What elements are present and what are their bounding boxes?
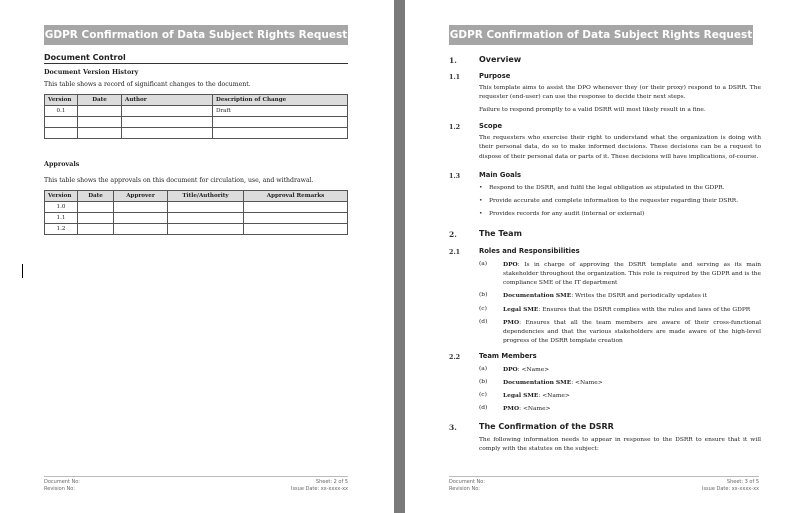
footer-doc-no: Document No: <box>44 479 80 485</box>
text-cursor <box>22 264 23 278</box>
document-control-heading: Document Control <box>44 53 126 62</box>
table-cell[interactable] <box>78 117 122 128</box>
table-cell[interactable] <box>168 224 244 235</box>
approvals-table <box>44 190 348 235</box>
version-history-intro: This table shows a record of significant changes to the document. <box>44 81 251 88</box>
section-heading-team: The Team <box>479 229 522 238</box>
bullet-icon: • <box>479 185 483 191</box>
section-number: 3. <box>449 423 457 432</box>
page-banner: GDPR Confirmation of Data Subject Rights Request <box>44 25 348 45</box>
table-cell[interactable] <box>213 128 348 139</box>
bullet-icon: • <box>479 198 483 204</box>
page-banner: GDPR Confirmation of Data Subject Rights Request <box>449 25 753 45</box>
footer-rev-no: Revision No: <box>449 486 480 492</box>
scope-paragraph: The requesters who exercise their right to understand what the organization is doing with their personal data, do so to make informed decisions. These decisions can be a request to dispose of their personal data or parts of it. These decisions will have implications, of-course. <box>479 135 761 160</box>
table-row <box>45 106 348 117</box>
table-cell[interactable] <box>114 202 168 213</box>
subsection-number: 1.1 <box>449 73 461 81</box>
page-3: GDPR Confirmation of Data Subject Rights Request 1. Overview 1.1 Purpose This template aims to assist the DPO whenever they (or their proxy) respond to a DSRR. The requester (end-user) can use the response to decide their next steps. Failure to respond promptly to a valid DSRR will most likely result in a fine. 1.2 Scope The requesters who exercise their right to understand what the organization is doing with their personal data, do so to make informed decisions. These decisions can be a request to dispose of their personal data or parts of it. These decisions will have implications, of-course. 1.3 Main Goals • Respond to the DSRR, and fulfil the legal obligation as stipulated in the GDPR. • Provide accurate and complete information to the requester regarding their DSRR. • Provides records for any audit (internal or external) 2. The Team 2.1 Roles and Responsibilities (a) DPO: Is in charge of approving the DSRR template and serving as its main stakeholder throughout the organization. This role is required by the GDPR and is the compliance SME of the IT department (b) Documentation SME: Writes the DSRR and periodically updates it (c) Legal SME: Ensures that the DSRR complies with the rules and laws of the GDPR (d) PMO: Ensures that all the team members are aware of their cross-functional dependencies and that the various stakeholders are made aware of the high-level progress of the DSRR template creation 2.2 Team Members (a) DPO: <Name> (b) Documentation SME: <Name> (c) Legal SME: <Name> (d) PMO: <Name> 3. The Confirmation of the DSRR The following information needs to appear in response to the DSRR to ensure that it will comply with the statutes on the subject: Document No: Revision No: Sheet: 3 of 5 Issue Date: xx-xxxx-xx <box>405 0 800 513</box>
table-cell[interactable] <box>122 106 213 117</box>
column-header: Description of Change <box>213 95 348 106</box>
table-cell[interactable] <box>168 213 244 224</box>
table-cell[interactable] <box>78 224 114 235</box>
column-header: Date <box>78 95 122 106</box>
approvals-heading: Approvals <box>44 160 80 168</box>
list-item: • Provide accurate and complete information to the requester regarding their DSRR. <box>479 198 739 204</box>
footer-issue-date: Issue Date: xx-xxxx-xx <box>701 486 759 492</box>
table-cell[interactable] <box>168 202 244 213</box>
subsection-number: 1.3 <box>449 172 461 180</box>
table-cell[interactable] <box>244 224 348 235</box>
version-history-heading: Document Version History <box>44 68 139 76</box>
column-header: Approver <box>114 191 168 202</box>
list-item: • Respond to the DSRR, and fulfil the legal obligation as stipulated in the GDPR. <box>479 185 725 191</box>
table-cell[interactable]: 1.1 <box>45 213 78 224</box>
table-cell[interactable] <box>45 128 78 139</box>
heading-rule <box>44 63 348 64</box>
table-row <box>45 224 348 235</box>
section-number: 1. <box>449 56 457 65</box>
table-cell[interactable]: 1.0 <box>45 202 78 213</box>
bullet-icon: • <box>479 211 483 217</box>
table-cell[interactable] <box>244 202 348 213</box>
table-row <box>45 213 348 224</box>
column-header: Date <box>78 191 114 202</box>
table-header-row <box>45 191 348 202</box>
subsection-number: 2.1 <box>449 248 461 256</box>
purpose-paragraph-2: Failure to respond promptly to a valid DSRR will most likely result in a fine. <box>479 107 706 113</box>
footer-doc-no: Document No: <box>449 479 485 485</box>
page-2 <box>0 0 394 513</box>
table-cell[interactable]: 0.1 <box>45 106 78 117</box>
subsection-heading-purpose: Purpose <box>479 72 511 80</box>
table-cell[interactable]: Draft <box>213 106 348 117</box>
table-cell[interactable] <box>45 117 78 128</box>
subsection-heading-scope: Scope <box>479 122 503 130</box>
purpose-paragraph: This template aims to assist the DPO whenever they (or their proxy) respond to a DSRR. The requester (end-user) can use the response to decide their next steps. <box>479 85 761 101</box>
footer-rule <box>44 476 348 477</box>
confirmation-paragraph: The following information needs to appear in response to the DSRR to ensure that it will comply with the statutes on the subject: <box>479 437 761 453</box>
table-cell[interactable] <box>213 117 348 128</box>
column-header: Author <box>122 95 213 106</box>
subsection-heading-team-members: Team Members <box>479 352 537 360</box>
footer-sheet: Sheet: 3 of 5 <box>726 479 759 485</box>
footer-rule <box>449 476 759 477</box>
table-row <box>45 117 348 128</box>
table-header-row <box>45 95 348 106</box>
footer-sheet: Sheet: 2 of 5 <box>315 479 348 485</box>
section-heading-overview: Overview <box>479 55 522 64</box>
column-header: Title/Authority <box>168 191 244 202</box>
column-header: Version <box>45 95 78 106</box>
section-heading-confirmation: The Confirmation of the DSRR <box>479 422 614 431</box>
approvals-intro: This table shows the approvals on this document for circulation, use, and withdrawal. <box>44 177 314 184</box>
footer-rev-no: Revision No: <box>44 486 75 492</box>
table-cell[interactable] <box>78 202 114 213</box>
list-item: • Provides records for any audit (internal or external) <box>479 211 645 217</box>
table-cell[interactable] <box>122 128 213 139</box>
table-cell[interactable] <box>244 213 348 224</box>
version-history-table <box>44 94 348 139</box>
table-cell[interactable] <box>114 213 168 224</box>
subsection-number: 2.2 <box>449 353 461 361</box>
table-cell[interactable] <box>114 224 168 235</box>
section-number: 2. <box>449 230 457 239</box>
subsection-heading-main-goals: Main Goals <box>479 171 522 179</box>
table-cell[interactable] <box>78 106 122 117</box>
table-row <box>45 128 348 139</box>
table-cell[interactable] <box>78 128 122 139</box>
table-row <box>45 202 348 213</box>
column-header: Version <box>45 191 78 202</box>
footer-issue-date: Issue Date: xx-xxxx-xx <box>290 486 348 492</box>
table-cell[interactable] <box>78 213 114 224</box>
subsection-number: 1.2 <box>449 123 461 131</box>
table-cell[interactable]: 1.2 <box>45 224 78 235</box>
subsection-heading-roles: Roles and Responsibilities <box>479 247 580 255</box>
table-cell[interactable] <box>122 117 213 128</box>
column-header: Approval Remarks <box>244 191 348 202</box>
